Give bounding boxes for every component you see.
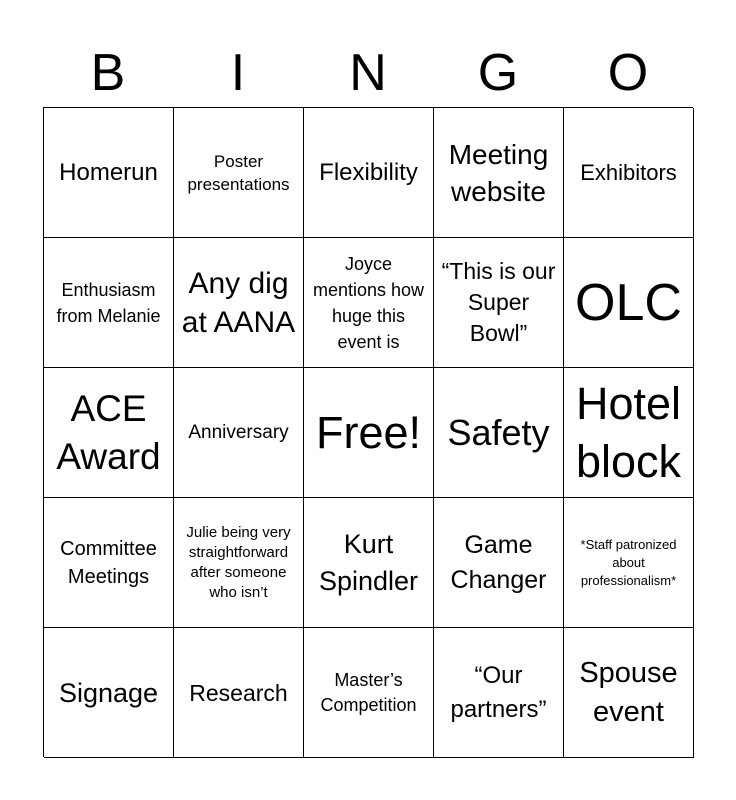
bingo-cell[interactable] xyxy=(434,498,564,628)
bingo-cell[interactable] xyxy=(174,238,304,368)
bingo-header xyxy=(43,40,693,106)
cell-text: Enthusiasm from Melanie xyxy=(56,279,161,326)
bingo-board xyxy=(43,107,693,757)
cell-text: OLC xyxy=(575,273,682,332)
cell-text: Safety xyxy=(447,411,550,453)
bingo-cell[interactable] xyxy=(44,368,174,498)
cell-text: Signage xyxy=(58,677,159,708)
bingo-cell[interactable] xyxy=(304,498,434,628)
cell-text: Hotel block xyxy=(575,377,682,487)
cell-text: ACE Award xyxy=(56,387,161,477)
cell-text: Joyce mentions how huge this event is xyxy=(312,253,425,352)
cell-text: Meeting website xyxy=(448,138,549,207)
bingo-cell[interactable] xyxy=(564,368,694,498)
cell-text: “This is our Super Bowl” xyxy=(441,258,556,346)
bingo-cell[interactable] xyxy=(434,238,564,368)
bingo-cell[interactable] xyxy=(44,238,174,368)
bingo-cell[interactable] xyxy=(44,628,174,758)
bingo-cell[interactable] xyxy=(434,108,564,238)
bingo-cell[interactable] xyxy=(304,108,434,238)
header-letter-g: G xyxy=(477,44,519,102)
cell-text: Poster presentations xyxy=(187,151,290,194)
cell-text: Exhibitors xyxy=(580,159,677,185)
cell-text: Committee Meetings xyxy=(60,537,157,588)
bingo-cell[interactable] xyxy=(434,368,564,498)
bingo-cell[interactable] xyxy=(44,498,174,628)
header-letter-i: I xyxy=(230,44,246,102)
bingo-cell[interactable] xyxy=(434,628,564,758)
header-letter-o: O xyxy=(607,44,649,102)
bingo-cell[interactable] xyxy=(304,238,434,368)
cell-text: Free! xyxy=(315,406,422,458)
bingo-cell[interactable] xyxy=(174,108,304,238)
cell-text: Anniversary xyxy=(188,422,289,443)
bingo-cell[interactable] xyxy=(564,498,694,628)
bingo-cell[interactable] xyxy=(44,108,174,238)
header-letter-b: B xyxy=(90,44,126,102)
cell-text: *Staff patronized about professionalism* xyxy=(580,536,677,588)
cell-text: Homerun xyxy=(59,158,158,186)
bingo-cell[interactable] xyxy=(174,368,304,498)
cell-text: Any dig at AANA xyxy=(181,266,296,339)
bingo-cell[interactable] xyxy=(174,498,304,628)
bingo-cell[interactable] xyxy=(304,368,434,498)
bingo-cell[interactable] xyxy=(564,238,694,368)
cell-text: Master’s Competition xyxy=(320,669,417,715)
cell-text: Kurt Spindler xyxy=(318,528,419,596)
cell-text: Game Changer xyxy=(450,530,547,594)
cell-text: Flexibility xyxy=(319,158,418,186)
header-letter-n: N xyxy=(349,44,387,102)
bingo-cell[interactable] xyxy=(174,628,304,758)
bingo-cell[interactable] xyxy=(564,108,694,238)
bingo-cell[interactable] xyxy=(304,628,434,758)
cell-text: Research xyxy=(189,679,288,706)
cell-text: “Our partners” xyxy=(450,661,547,723)
cell-text: Julie being very straightforward after someone who isn’t xyxy=(186,523,291,601)
bingo-cell[interactable] xyxy=(564,628,694,758)
cell-text: Spouse event xyxy=(579,656,678,728)
